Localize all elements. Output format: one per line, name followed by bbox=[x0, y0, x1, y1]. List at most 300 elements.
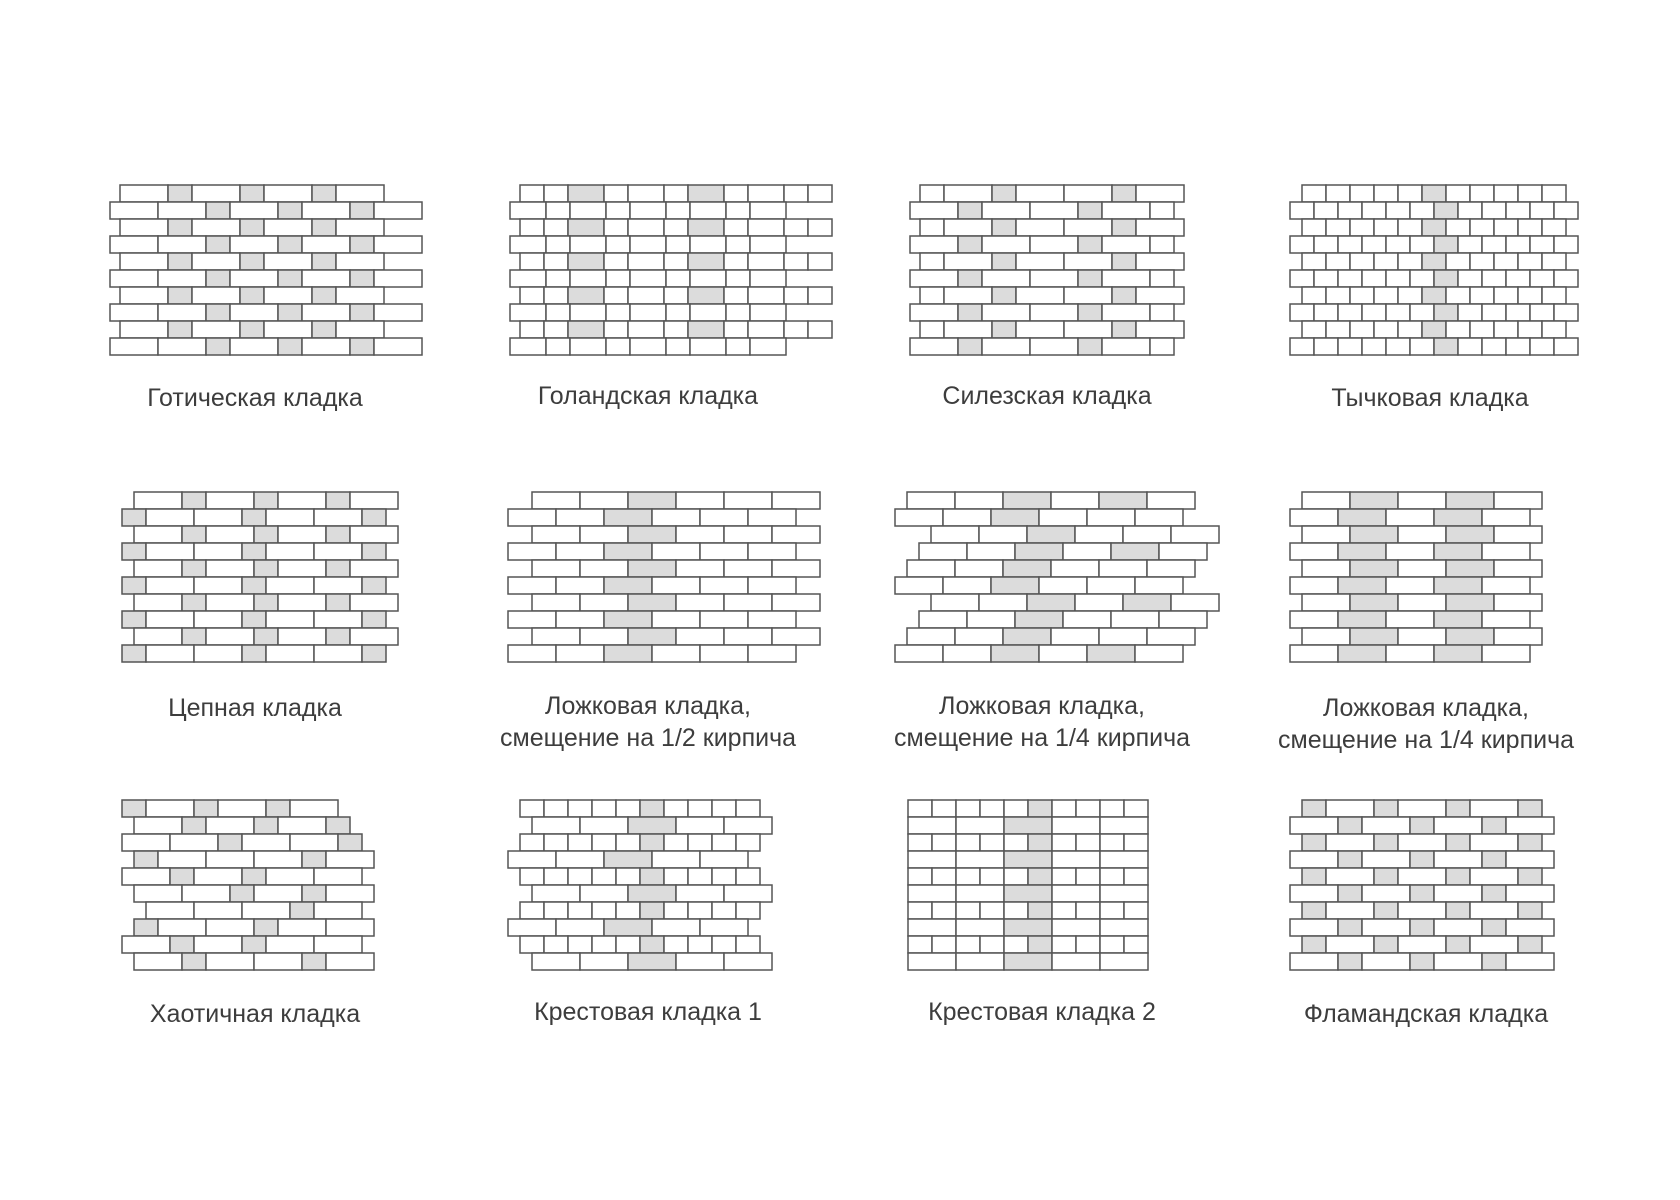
brick bbox=[122, 868, 170, 885]
header-brick bbox=[1422, 185, 1446, 202]
brick bbox=[532, 492, 580, 509]
brick bbox=[1052, 936, 1076, 953]
brick bbox=[120, 287, 168, 304]
brick bbox=[980, 902, 1004, 919]
brick bbox=[1410, 270, 1434, 287]
brick bbox=[1446, 219, 1470, 236]
brick bbox=[254, 885, 302, 902]
brick bbox=[326, 953, 374, 970]
brick bbox=[134, 817, 182, 834]
header-brick bbox=[1518, 800, 1542, 817]
brick bbox=[956, 902, 980, 919]
brick bbox=[1398, 868, 1446, 885]
header-brick bbox=[958, 236, 982, 253]
header-brick bbox=[992, 287, 1016, 304]
header-brick bbox=[1482, 885, 1506, 902]
brick bbox=[726, 270, 750, 287]
header-brick bbox=[312, 287, 336, 304]
header-brick bbox=[1302, 936, 1326, 953]
brick bbox=[956, 936, 980, 953]
brick bbox=[690, 202, 726, 219]
header-brick bbox=[1350, 560, 1398, 577]
brick bbox=[158, 919, 206, 936]
brick bbox=[967, 611, 1015, 628]
brick bbox=[1087, 509, 1135, 526]
brick bbox=[690, 236, 726, 253]
brick bbox=[1398, 936, 1446, 953]
brick bbox=[278, 919, 326, 936]
header-brick bbox=[992, 321, 1016, 338]
brick bbox=[1398, 800, 1446, 817]
brick bbox=[1458, 270, 1482, 287]
brick bbox=[266, 611, 314, 628]
cross-2-bond-diagram bbox=[908, 800, 1188, 975]
header-brick bbox=[1482, 919, 1506, 936]
brick bbox=[604, 219, 628, 236]
brick bbox=[230, 236, 278, 253]
header-brick bbox=[338, 834, 362, 851]
header-brick bbox=[688, 321, 724, 338]
brick bbox=[1518, 321, 1542, 338]
header-brick bbox=[362, 577, 386, 594]
caption-dutch bbox=[458, 380, 838, 412]
brick bbox=[1326, 253, 1350, 270]
brick bbox=[748, 611, 796, 628]
brick bbox=[664, 321, 688, 338]
brick bbox=[1482, 645, 1530, 662]
brick bbox=[1100, 919, 1148, 936]
brick bbox=[1030, 338, 1078, 355]
header-brick bbox=[1078, 338, 1102, 355]
brick bbox=[1446, 287, 1470, 304]
header-brick bbox=[1112, 321, 1136, 338]
brick bbox=[302, 270, 350, 287]
header-brick bbox=[254, 594, 278, 611]
brick bbox=[1064, 219, 1112, 236]
header-brick bbox=[1374, 936, 1398, 953]
header-brick bbox=[992, 253, 1016, 270]
brick bbox=[266, 936, 314, 953]
brick bbox=[1386, 509, 1434, 526]
header-brick bbox=[350, 202, 374, 219]
header-brick bbox=[568, 253, 604, 270]
brick bbox=[1470, 936, 1518, 953]
brick bbox=[748, 321, 784, 338]
brick bbox=[520, 800, 544, 817]
header-brick bbox=[240, 321, 264, 338]
brick bbox=[134, 594, 182, 611]
header-brick bbox=[1302, 800, 1326, 817]
brick bbox=[1102, 338, 1150, 355]
brick bbox=[616, 834, 640, 851]
brick bbox=[748, 543, 796, 560]
header-brick bbox=[1112, 253, 1136, 270]
header-brick bbox=[1518, 936, 1542, 953]
brick bbox=[956, 851, 1004, 868]
brick bbox=[808, 321, 832, 338]
header-brick bbox=[278, 202, 302, 219]
brick bbox=[242, 834, 290, 851]
brick bbox=[1123, 526, 1171, 543]
brick bbox=[266, 543, 314, 560]
brick bbox=[146, 800, 194, 817]
brick bbox=[1290, 270, 1314, 287]
brick bbox=[908, 953, 956, 970]
brick bbox=[508, 919, 556, 936]
header-brick bbox=[1004, 851, 1052, 868]
brick bbox=[122, 834, 170, 851]
brick bbox=[748, 645, 796, 662]
brick bbox=[908, 885, 956, 902]
brick bbox=[1350, 253, 1374, 270]
brick bbox=[302, 338, 350, 355]
header-brick bbox=[640, 902, 664, 919]
brick bbox=[908, 834, 932, 851]
brick bbox=[1136, 219, 1184, 236]
brick bbox=[1398, 321, 1422, 338]
brick bbox=[264, 253, 312, 270]
header-brick bbox=[1028, 902, 1052, 919]
brick bbox=[616, 868, 640, 885]
brick bbox=[580, 492, 628, 509]
brick bbox=[1542, 185, 1566, 202]
header-brick bbox=[1004, 919, 1052, 936]
brick bbox=[158, 338, 206, 355]
brick bbox=[808, 287, 832, 304]
header-brick bbox=[254, 526, 278, 543]
brick bbox=[520, 834, 544, 851]
header-brick bbox=[1482, 953, 1506, 970]
header-brick bbox=[278, 270, 302, 287]
brick bbox=[750, 304, 786, 321]
brick bbox=[1150, 236, 1174, 253]
brick bbox=[1350, 219, 1374, 236]
brick bbox=[110, 202, 158, 219]
brick bbox=[666, 202, 690, 219]
brick bbox=[546, 304, 570, 321]
header-brick bbox=[1434, 270, 1458, 287]
brick bbox=[748, 253, 784, 270]
brick bbox=[1290, 236, 1314, 253]
brick bbox=[664, 936, 688, 953]
brick bbox=[606, 304, 630, 321]
brick bbox=[920, 219, 944, 236]
brick bbox=[1554, 270, 1578, 287]
brick bbox=[1004, 936, 1028, 953]
brick bbox=[1338, 304, 1362, 321]
brick bbox=[314, 902, 362, 919]
header-brick bbox=[1434, 577, 1482, 594]
brick bbox=[932, 868, 956, 885]
header-brick bbox=[362, 543, 386, 560]
brick bbox=[1100, 953, 1148, 970]
brick bbox=[580, 953, 628, 970]
brick bbox=[982, 338, 1030, 355]
brick bbox=[1494, 560, 1542, 577]
brick bbox=[314, 936, 362, 953]
brick bbox=[302, 236, 350, 253]
caption-line: Крестовая кладка 2 bbox=[928, 998, 1156, 1026]
brick bbox=[206, 817, 254, 834]
brick bbox=[146, 645, 194, 662]
header-brick bbox=[1434, 509, 1482, 526]
brick bbox=[908, 868, 932, 885]
header-brick bbox=[312, 253, 336, 270]
brick bbox=[1482, 202, 1506, 219]
brick bbox=[1470, 185, 1494, 202]
header-brick bbox=[628, 628, 676, 645]
brick bbox=[700, 611, 748, 628]
brick bbox=[1124, 868, 1148, 885]
brick bbox=[1290, 611, 1338, 628]
brick bbox=[1362, 236, 1386, 253]
brick bbox=[908, 851, 956, 868]
caption-line: Крестовая кладка 1 bbox=[534, 998, 762, 1026]
brick bbox=[1518, 219, 1542, 236]
brick bbox=[630, 236, 666, 253]
brick bbox=[1075, 594, 1123, 611]
brick bbox=[1398, 526, 1446, 543]
header-brick bbox=[640, 834, 664, 851]
brick bbox=[750, 236, 786, 253]
brick bbox=[932, 902, 956, 919]
caption-stretcher-half bbox=[458, 690, 838, 754]
brick bbox=[1494, 287, 1518, 304]
brick bbox=[194, 543, 242, 560]
brick bbox=[1362, 338, 1386, 355]
header-brick bbox=[1078, 270, 1102, 287]
brick bbox=[1102, 236, 1150, 253]
brick bbox=[1374, 219, 1398, 236]
header-brick bbox=[1003, 628, 1051, 645]
brick bbox=[230, 270, 278, 287]
brick bbox=[630, 270, 666, 287]
brick bbox=[748, 287, 784, 304]
brick bbox=[688, 868, 712, 885]
brick bbox=[1482, 236, 1506, 253]
brick bbox=[1470, 902, 1518, 919]
brick bbox=[1386, 270, 1410, 287]
brick bbox=[1039, 577, 1087, 594]
header-brick bbox=[688, 287, 724, 304]
brick bbox=[1302, 628, 1350, 645]
brick bbox=[1494, 594, 1542, 611]
brick bbox=[1326, 219, 1350, 236]
header-brick bbox=[604, 919, 652, 936]
brick bbox=[120, 321, 168, 338]
brick bbox=[544, 287, 568, 304]
brick bbox=[1314, 304, 1338, 321]
brick bbox=[350, 526, 398, 543]
brick bbox=[1434, 885, 1482, 902]
header-brick bbox=[182, 492, 206, 509]
brick bbox=[1326, 800, 1374, 817]
brick bbox=[1410, 304, 1434, 321]
brick bbox=[1482, 338, 1506, 355]
brick bbox=[520, 253, 544, 270]
header-brick bbox=[1410, 817, 1434, 834]
header-brick bbox=[194, 800, 218, 817]
brick bbox=[532, 526, 580, 543]
brick bbox=[194, 611, 242, 628]
header-brick bbox=[1338, 611, 1386, 628]
brick bbox=[266, 509, 314, 526]
header-brick bbox=[326, 817, 350, 834]
brick bbox=[895, 645, 943, 662]
brick bbox=[1302, 560, 1350, 577]
brick bbox=[1506, 304, 1530, 321]
brick bbox=[1147, 492, 1195, 509]
brick bbox=[748, 509, 796, 526]
brick bbox=[1004, 834, 1028, 851]
header-brick bbox=[350, 338, 374, 355]
header-brick bbox=[628, 817, 676, 834]
brick bbox=[910, 304, 958, 321]
brick bbox=[1518, 253, 1542, 270]
brick bbox=[1290, 645, 1338, 662]
brick bbox=[910, 270, 958, 287]
brick bbox=[1386, 611, 1434, 628]
brick bbox=[1398, 287, 1422, 304]
brick bbox=[264, 321, 312, 338]
brick bbox=[314, 577, 362, 594]
brick bbox=[944, 253, 992, 270]
brick bbox=[1494, 321, 1518, 338]
brick bbox=[110, 270, 158, 287]
brick bbox=[1542, 321, 1566, 338]
brick bbox=[556, 543, 604, 560]
brick bbox=[120, 185, 168, 202]
brick bbox=[1506, 851, 1554, 868]
brick bbox=[1470, 219, 1494, 236]
brick bbox=[374, 236, 422, 253]
brick bbox=[712, 936, 736, 953]
brick bbox=[943, 509, 991, 526]
brick bbox=[510, 304, 546, 321]
header-brick bbox=[604, 645, 652, 662]
brick bbox=[726, 236, 750, 253]
header-brick bbox=[1446, 868, 1470, 885]
brick bbox=[1374, 253, 1398, 270]
brick bbox=[206, 526, 254, 543]
brick bbox=[1052, 953, 1100, 970]
brick bbox=[1326, 287, 1350, 304]
brick bbox=[712, 800, 736, 817]
header-brick bbox=[1518, 868, 1542, 885]
brick bbox=[278, 628, 326, 645]
brick bbox=[784, 185, 808, 202]
header-brick bbox=[182, 817, 206, 834]
header-brick bbox=[1350, 492, 1398, 509]
brick bbox=[134, 885, 182, 902]
brick bbox=[628, 287, 664, 304]
brick bbox=[230, 304, 278, 321]
brick bbox=[726, 202, 750, 219]
brick bbox=[192, 253, 240, 270]
brick bbox=[1398, 185, 1422, 202]
brick bbox=[652, 611, 700, 628]
brick bbox=[336, 287, 384, 304]
brick bbox=[1150, 304, 1174, 321]
brick bbox=[510, 338, 546, 355]
brick bbox=[336, 219, 384, 236]
header-brick bbox=[1015, 543, 1063, 560]
brick bbox=[1434, 851, 1482, 868]
brick bbox=[1446, 321, 1470, 338]
header-brick bbox=[1446, 526, 1494, 543]
brick bbox=[158, 236, 206, 253]
brick bbox=[772, 628, 820, 645]
brick bbox=[908, 919, 956, 936]
header-brick bbox=[1446, 800, 1470, 817]
brick bbox=[568, 800, 592, 817]
brick bbox=[1102, 304, 1150, 321]
brick bbox=[772, 492, 820, 509]
brick bbox=[1554, 338, 1578, 355]
brick bbox=[919, 611, 967, 628]
brick bbox=[1030, 236, 1078, 253]
brick bbox=[194, 645, 242, 662]
brick bbox=[134, 953, 182, 970]
brick bbox=[1530, 236, 1554, 253]
brick bbox=[218, 800, 266, 817]
brick bbox=[652, 509, 700, 526]
brick bbox=[808, 185, 832, 202]
header-brick bbox=[1112, 287, 1136, 304]
brick bbox=[1542, 253, 1566, 270]
brick bbox=[592, 834, 616, 851]
brick bbox=[808, 219, 832, 236]
header-brick bbox=[991, 577, 1039, 594]
brick bbox=[664, 287, 688, 304]
header-brick bbox=[1004, 885, 1052, 902]
header-brick bbox=[1123, 594, 1171, 611]
brick bbox=[652, 577, 700, 594]
header-brick bbox=[240, 185, 264, 202]
brick bbox=[508, 509, 556, 526]
brick bbox=[1100, 834, 1124, 851]
brick bbox=[724, 287, 748, 304]
brick bbox=[336, 253, 384, 270]
brick bbox=[544, 321, 568, 338]
brick bbox=[1150, 202, 1174, 219]
header-brick bbox=[134, 919, 158, 936]
brick bbox=[520, 868, 544, 885]
brick bbox=[1326, 936, 1374, 953]
brick bbox=[1398, 253, 1422, 270]
header-brick bbox=[1410, 851, 1434, 868]
header-brick bbox=[1410, 919, 1434, 936]
brick bbox=[1064, 185, 1112, 202]
brick bbox=[980, 834, 1004, 851]
brick bbox=[1136, 185, 1184, 202]
header-brick bbox=[1374, 868, 1398, 885]
caption-line: Голандская кладка bbox=[537, 382, 759, 410]
header-brick bbox=[1446, 560, 1494, 577]
caption-flemish bbox=[1236, 998, 1616, 1030]
brick bbox=[508, 611, 556, 628]
brick bbox=[1314, 338, 1338, 355]
brick bbox=[606, 338, 630, 355]
brick bbox=[736, 902, 760, 919]
header-brick bbox=[1015, 611, 1063, 628]
header-brick bbox=[240, 219, 264, 236]
brick bbox=[278, 817, 326, 834]
brick bbox=[1136, 287, 1184, 304]
brick bbox=[1136, 321, 1184, 338]
brick bbox=[920, 287, 944, 304]
caption-line: Ложковая кладка, bbox=[545, 692, 751, 720]
